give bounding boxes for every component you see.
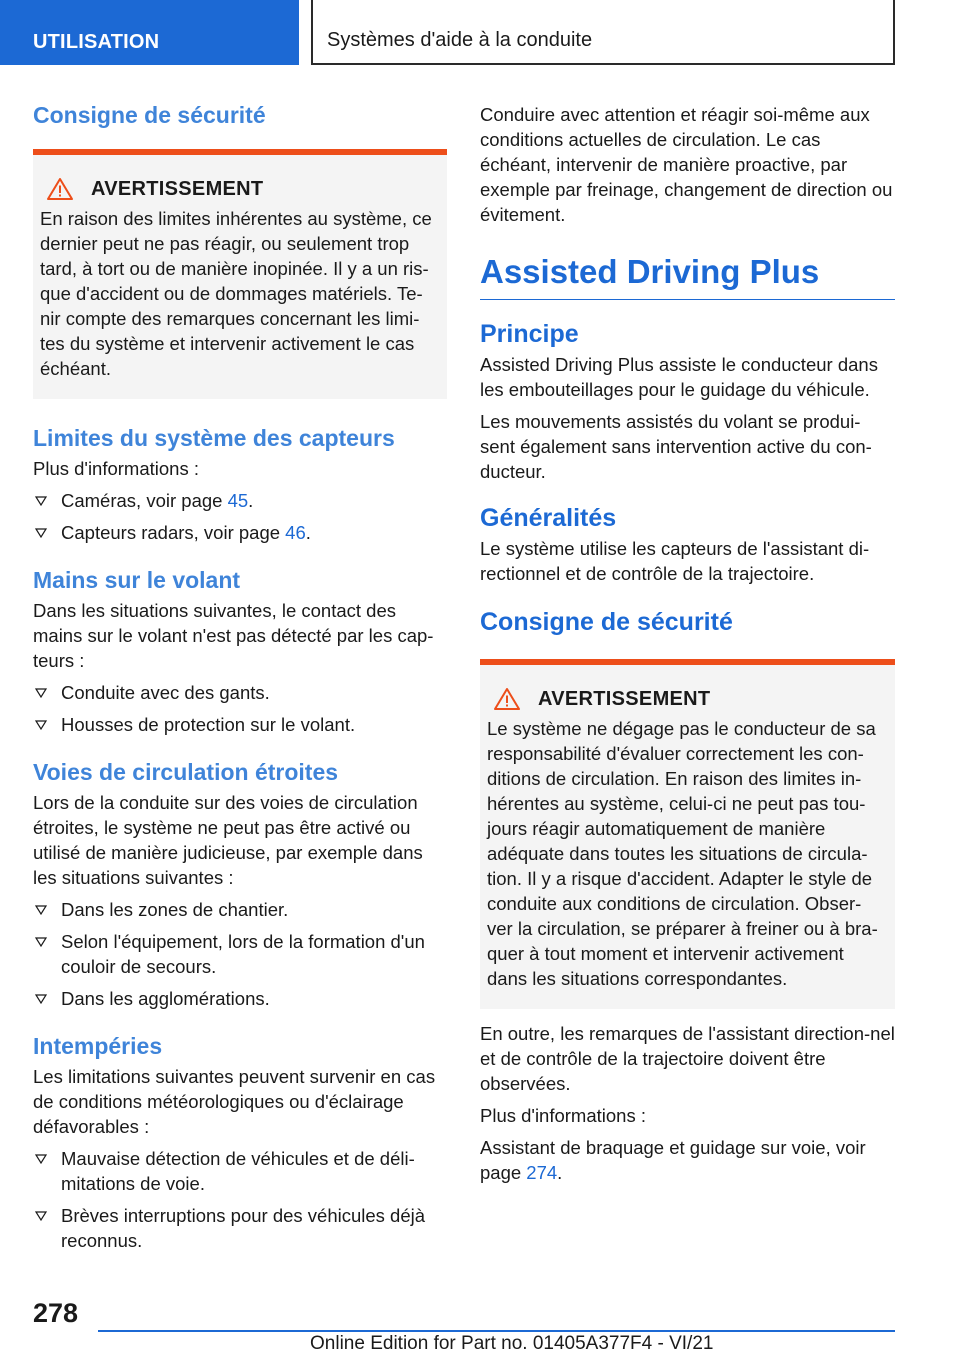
list-item: Mauvaise détection de véhicules et de déli-mitations de voie.	[33, 1146, 447, 1196]
attention-paragraph: Conduire avec attention et réagir soi-même aux conditions actuelles de circulation. Le cas échéant, intervenir de manière proactive, par exemple par freinage, changement de direction ou évitement.	[480, 104, 893, 225]
principle-paragraph-1: Assisted Driving Plus assiste le conducteur dans les embouteillages pour le guidage du véhicule.	[480, 354, 878, 400]
narrow-intro: Lors de la conduite sur des voies de circulation étroites, le système ne peut pas être activé ou utilisé de manière judicieuse, par exemple dans les situations suivantes :	[33, 792, 423, 888]
general-heading: Généralités	[480, 504, 617, 532]
list-item: Brèves interruptions pour des véhicules déjà reconnus.	[33, 1203, 447, 1253]
triangle-bullet-icon	[35, 937, 47, 947]
list-item: Housses de protection sur le volant.	[33, 712, 447, 737]
warning-title: AVERTISSEMENT	[91, 177, 264, 200]
weather-intro: Les limitations suivantes peuvent survenir en cas de conditions météorologiques ou d'éclairage défavorables :	[33, 1066, 436, 1137]
triangle-bullet-icon	[35, 528, 47, 538]
warning-triangle-icon	[493, 687, 521, 711]
warning-text: Le système ne dégage pas le conducteur de sa responsabilité d'évaluer correctement les con-ditions de circulation. En raison des limites in-hérentes au système, celui-ci ne peut pas tou-jours réagir automatiquement de manière adéquate dans toutes les situations de circula-tion. Il y a risque d'accident. Adapter le style de conduite aux conditions de circulation. Obser-ver la circulation, se préparer à freiner ou à bra-quer à tout moment et intervenir activement dans les situations correspondantes.	[487, 718, 878, 989]
edition-text: Online Edition for Part no. 01405A377F4 - VI/21	[310, 1333, 714, 1354]
general-paragraph: Le système utilise les capteurs de l'assistant di-rectionnel et de contrôle de la trajectoire.	[480, 538, 870, 584]
section-title: UTILISATION	[33, 31, 160, 53]
chapter-title: Systèmes d'aide à la conduite	[327, 29, 593, 51]
more-info-label: Plus d'informations :	[480, 1105, 646, 1126]
left-column	[33, 100, 447, 1253]
warning-text: En raison des limites inhérentes au système, ce dernier peut ne pas réagir, ou seulement trop tard, à tort ou de manière inopinée. Il y a un ris-que d'accident ou de dommages matériels. Te-nir compte des remarques concernant les limi-tes du système et intervenir activement le cas échéant.	[40, 208, 432, 379]
triangle-bullet-icon	[35, 688, 47, 698]
safety-heading-left: Consigne de sécurité	[33, 102, 266, 128]
sensors-list	[33, 488, 447, 545]
list-item: Selon l'équipement, lors de la formation d'un couloir de secours.	[33, 929, 447, 979]
warning-header	[487, 687, 887, 711]
chapter-tab	[311, 0, 895, 65]
list-item: Caméras, voir page 45.	[33, 488, 447, 513]
weather-heading: Intempéries	[33, 1033, 163, 1059]
sensors-intro: Plus d'informations :	[33, 458, 199, 479]
narrow-list	[33, 897, 447, 1011]
steering-assistant-reference: Assistant de braquage et guidage sur voie, voir page 274.	[480, 1137, 866, 1183]
warning-header	[40, 177, 439, 201]
triangle-bullet-icon	[35, 994, 47, 1004]
principle-paragraph-2: Les mouvements assistés du volant se produi-sent également sans intervention active du con-ducteur.	[480, 411, 872, 482]
list-item: Conduite avec des gants.	[33, 680, 447, 705]
page-link[interactable]: 274	[526, 1162, 558, 1183]
page-link[interactable]: 45	[227, 490, 249, 511]
hands-heading: Mains sur le volant	[33, 567, 241, 593]
triangle-bullet-icon	[35, 720, 47, 730]
list-item: Capteurs radars, voir page 46.	[33, 520, 447, 545]
hands-intro: Dans les situations suivantes, le contact des mains sur le volant n'est pas détecté par les cap-teurs :	[33, 600, 434, 671]
section-tab	[0, 0, 299, 65]
weather-list	[33, 1146, 447, 1253]
triangle-bullet-icon	[35, 905, 47, 915]
warning-box-2	[480, 659, 895, 1009]
safety-heading-right: Consigne de sécurité	[480, 608, 733, 636]
triangle-bullet-icon	[35, 1154, 47, 1164]
page-link[interactable]: 46	[285, 522, 306, 543]
remarks-paragraph: En outre, les remarques de l'assistant direction-nel et de contrôle de la trajectoire doivent être observées.	[480, 1023, 895, 1094]
hands-list	[33, 680, 447, 737]
page-number: 278	[33, 1298, 79, 1328]
warning-box-1	[33, 149, 447, 399]
warning-title: AVERTISSEMENT	[538, 687, 711, 710]
principle-heading: Principe	[480, 320, 579, 348]
list-item: Dans les zones de chantier.	[33, 897, 447, 922]
sensors-heading: Limites du système des capteurs	[33, 425, 395, 451]
narrow-heading: Voies de circulation étroites	[33, 759, 339, 785]
main-heading: Assisted Driving Plus	[480, 251, 895, 300]
warning-triangle-icon	[46, 177, 74, 201]
list-item: Dans les agglomérations.	[33, 986, 447, 1011]
triangle-bullet-icon	[35, 1211, 47, 1221]
right-column	[480, 102, 895, 1185]
triangle-bullet-icon	[35, 496, 47, 506]
footer-divider	[98, 1330, 895, 1332]
